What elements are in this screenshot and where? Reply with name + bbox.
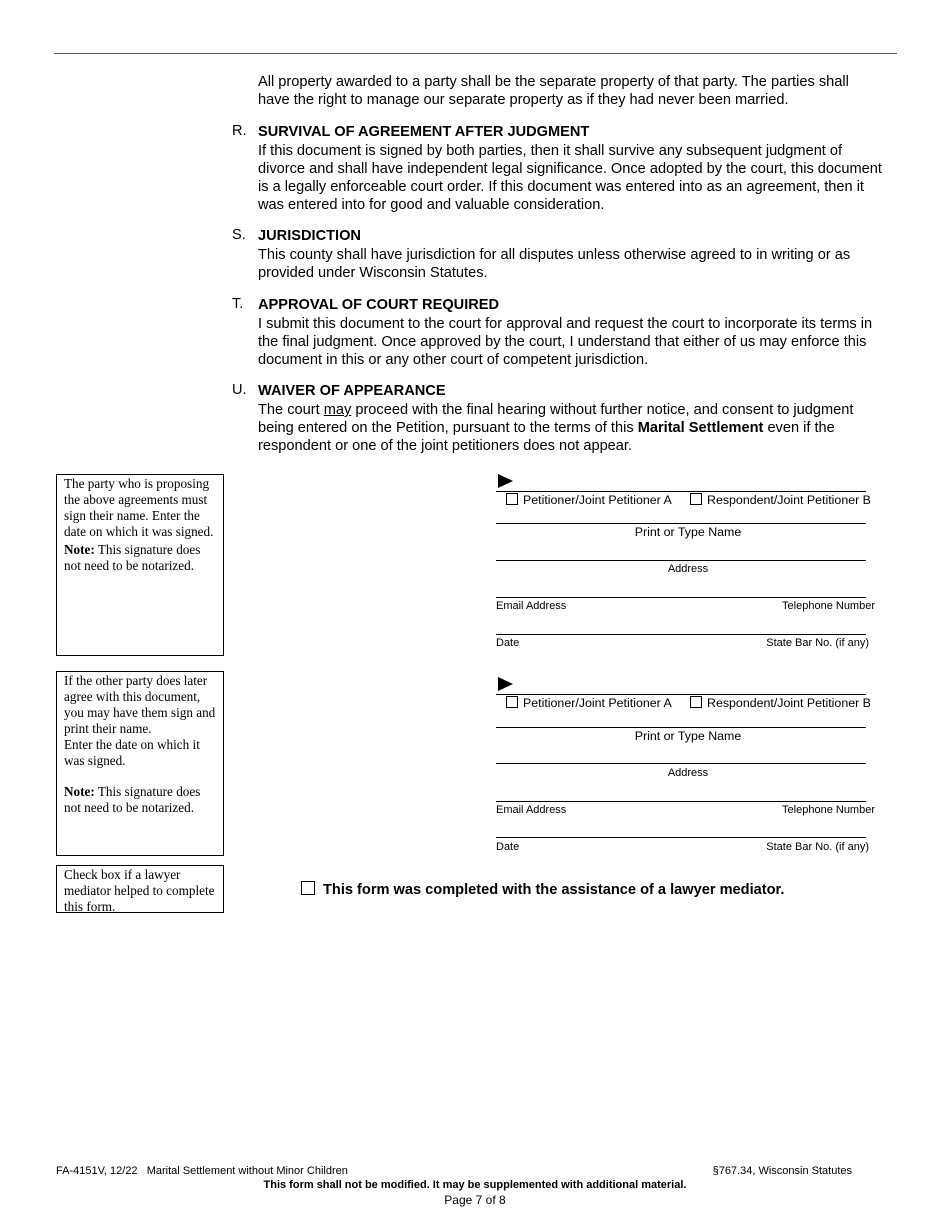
checkbox[interactable]: [690, 493, 702, 505]
footer-notice: This form shall not be modified. It may be supplemented with additional material.: [263, 1179, 687, 1191]
date-bar-line[interactable]: [496, 837, 866, 838]
instruction-box-mediator: [56, 865, 224, 913]
print-name-label: Print or Type Name: [634, 525, 742, 539]
role-option-b[interactable]: Respondent/Joint Petitioner B: [690, 696, 871, 710]
signature-line[interactable]: [496, 694, 866, 695]
telephone-label: Telephone Number: [782, 804, 875, 816]
instruction-text: Check box if a lawyer mediator helped to complete this form.: [64, 867, 215, 914]
section-r-text: If this document is signed by both parties, then it shall survive any subsequent judgment of divorce and shall have independent legal significance. Once adopted by the court, this document is a legally enforceable court order. If this document was entered into as an agreement, then it was entered into for good and valuable consideration.: [258, 143, 882, 213]
mediator-checkbox-row[interactable]: [301, 881, 784, 898]
section-t-title: APPROVAL OF COURT REQUIRED: [258, 297, 500, 313]
section-s-title: JURISDICTION: [258, 228, 361, 244]
section-r-title: SURVIVAL OF AGREEMENT AFTER JUDGMENT: [258, 124, 590, 140]
print-name-line[interactable]: [496, 727, 866, 728]
instruction-note: Note: This signature does not need to be notarized.: [64, 542, 201, 573]
section-u-text: The court may proceed with the final hearing without further notice, and consent to judgment being entered on the Petition, pursuant to the terms of this Marital Settlement even if the respondent or one of the joint petitioners does not appear.: [258, 402, 854, 454]
telephone-label: Telephone Number: [782, 600, 875, 612]
section-s-text: This county shall have jurisdiction for all disputes unless otherwise agreed to in writing or as provided under Wisconsin Statutes.: [258, 247, 851, 281]
date-bar-line[interactable]: [496, 634, 866, 635]
section-u-title: WAIVER OF APPEARANCE: [258, 383, 446, 399]
role-option-b[interactable]: Respondent/Joint Petitioner B: [690, 493, 871, 507]
instruction-box-signer: [56, 474, 224, 656]
section-s-letter: S.: [232, 227, 246, 243]
date-label: Date: [496, 841, 520, 853]
signature-line[interactable]: [496, 491, 866, 492]
instruction-text: If the other party does later agree with this document, you may have them sign and print their name.: [64, 673, 216, 736]
sign-here-arrow-icon: [498, 474, 513, 488]
address-label: Address: [667, 563, 709, 575]
instruction-note: Note: This signature does not need to be notarized.: [64, 784, 201, 815]
footer-statute: §767.34, Wisconsin Statutes: [712, 1165, 852, 1177]
intro-paragraph: All property awarded to a party shall be the separate property of that party. The parties shall have the right to manage our separate property as if they had never been married.: [258, 74, 849, 108]
instruction-text-date: Enter the date on which it was signed.: [64, 737, 200, 768]
section-u-letter: U.: [232, 382, 247, 398]
mediator-checkbox[interactable]: [301, 881, 315, 895]
instruction-text: The party who is proposing the above agreements must sign their name. Enter the date on which it was signed.: [64, 476, 214, 539]
address-line[interactable]: [496, 763, 866, 764]
mediator-checkbox-label: This form was completed with the assistance of a lawyer mediator.: [323, 882, 785, 898]
address-label: Address: [667, 767, 709, 779]
instruction-box-other-party: [56, 671, 224, 856]
top-divider: [54, 53, 897, 54]
email-phone-line[interactable]: [496, 597, 866, 598]
sign-here-arrow-icon: [498, 677, 513, 691]
role-option-a[interactable]: Petitioner/Joint Petitioner A: [506, 493, 672, 507]
section-t-text: I submit this document to the court for approval and request the court to incorporate its terms in the final judgment. Once approved by the court, I understand that either of us may enforce this document in this or any other court of competent jurisdiction.: [258, 316, 873, 368]
section-r-letter: R.: [232, 123, 247, 139]
email-label: Email Address: [496, 804, 567, 816]
print-name-label: Print or Type Name: [634, 729, 742, 743]
print-name-line[interactable]: [496, 523, 866, 524]
role-option-a[interactable]: Petitioner/Joint Petitioner A: [506, 696, 672, 710]
date-label: Date: [496, 637, 520, 649]
page-number: Page 7 of 8: [444, 1193, 506, 1207]
checkbox[interactable]: [690, 696, 702, 708]
section-t-letter: T.: [232, 296, 244, 312]
footer-form-id: FA-4151V, 12/22 Marital Settlement without Minor Children: [56, 1165, 348, 1177]
state-bar-label: State Bar No. (if any): [766, 841, 869, 853]
checkbox[interactable]: [506, 696, 518, 708]
email-phone-line[interactable]: [496, 801, 866, 802]
state-bar-label: State Bar No. (if any): [766, 637, 869, 649]
email-label: Email Address: [496, 600, 567, 612]
checkbox[interactable]: [506, 493, 518, 505]
address-line[interactable]: [496, 560, 866, 561]
